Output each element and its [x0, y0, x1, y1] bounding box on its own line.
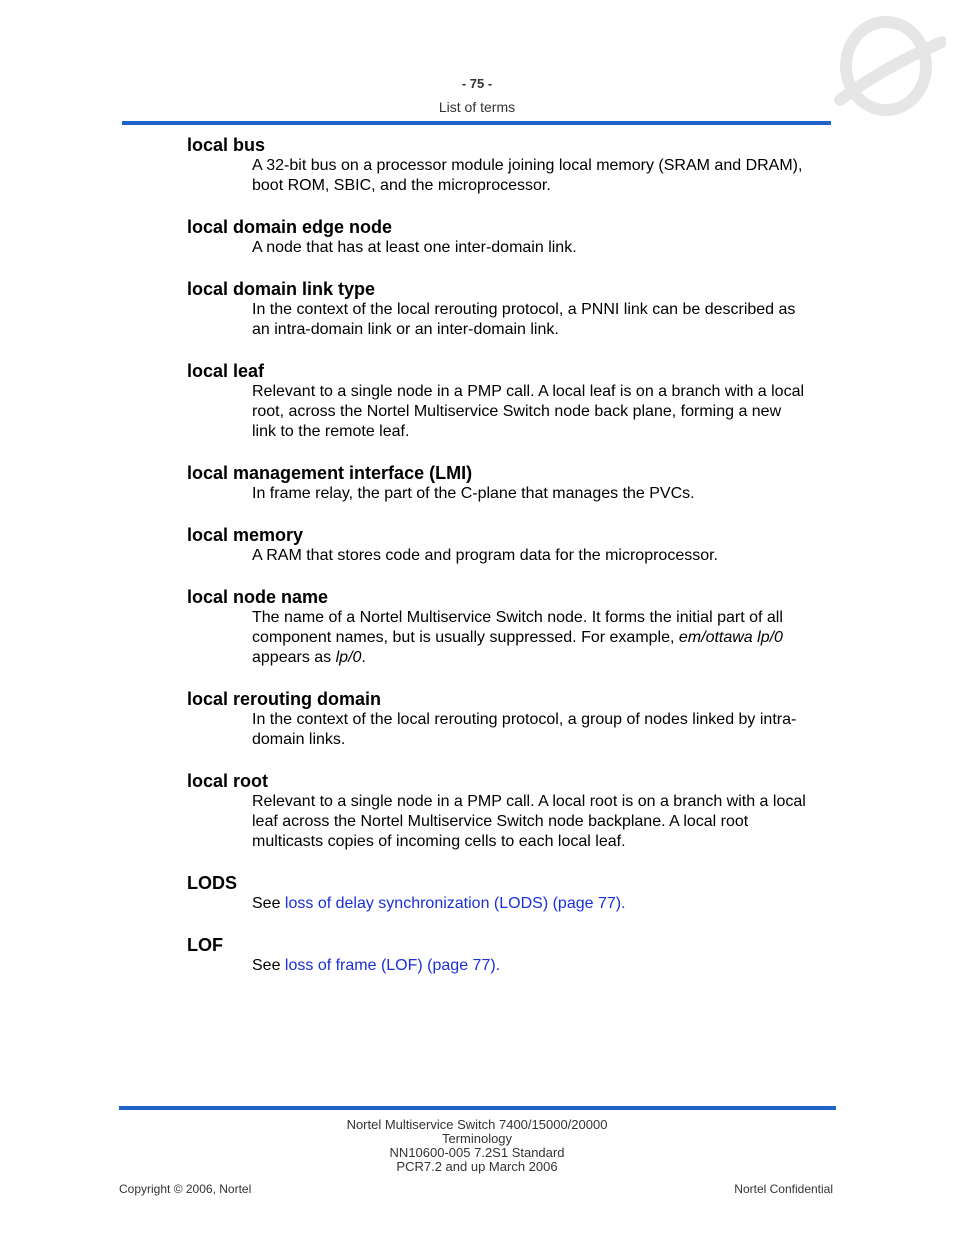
definition: Relevant to a single node in a PMP call. A local leaf is on a branch with a local root, across the Nortel Multiservice Switch node back plane, forming a new link to the remote leaf. [252, 383, 805, 440]
glossary-content [187, 134, 837, 996]
definition: A RAM that stores code and program data for the microprocessor. [252, 547, 718, 564]
term: local domain edge node [187, 217, 393, 237]
definition: See loss of frame (LOF) (page 77). [252, 957, 501, 974]
term: local rerouting domain [187, 689, 382, 709]
entry-local-domain-link-type [187, 278, 837, 340]
definition: A 32-bit bus on a processor module joining local memory (SRAM and DRAM), boot ROM, SBIC, and the microprocessor. [252, 157, 803, 194]
definition: In the context of the local rerouting protocol, a group of nodes linked by intra- domain links. [252, 711, 797, 748]
entry-lods [187, 872, 837, 914]
term: local domain link type [187, 279, 376, 299]
definition: Relevant to a single node in a PMP call. A local root is on a branch with a local leaf across the Nortel Multiservice Switch node backplane. A local root multicasts copies of incoming cells to each local leaf. [252, 793, 806, 850]
entry-local-bus [187, 134, 837, 196]
footer-product: Nortel Multiservice Switch 7400/15000/20000 [346, 1117, 608, 1132]
term: local bus [187, 135, 266, 155]
term: local leaf [187, 361, 265, 381]
term: local node name [187, 587, 329, 607]
page-number: - 75 - [461, 76, 493, 91]
footer-release: PCR7.2 and up March 2006 [396, 1159, 558, 1174]
entry-local-rerouting-domain [187, 688, 837, 750]
definition: See loss of delay synchronization (LODS) (page 77). [252, 895, 626, 912]
header-rule [122, 121, 831, 125]
footer-doc-number: NN10600-005 7.2S1 Standard [389, 1145, 565, 1160]
footer-doc-title: Terminology [441, 1131, 513, 1146]
link-lof[interactable]: loss of frame (LOF) (page 77). [284, 957, 501, 974]
term: local management interface (LMI) [187, 463, 473, 483]
footer-rule [119, 1106, 836, 1110]
entry-local-memory [187, 524, 837, 566]
term: local root [187, 771, 269, 791]
term: LODS [187, 873, 238, 893]
definition: In the context of the local rerouting protocol, a PNNI link can be described as an intra-domain link or an inter-domain link. [252, 301, 796, 338]
entry-local-root [187, 770, 837, 852]
definition: A node that has at least one inter-domain link. [252, 239, 577, 256]
term: local memory [187, 525, 304, 545]
term: LOF [187, 935, 223, 955]
entry-local-leaf [187, 360, 837, 442]
entry-local-node-name [187, 586, 837, 668]
footer-confidential: Nortel Confidential [734, 1182, 833, 1196]
entry-lof [187, 934, 837, 976]
footer-copyright: Copyright © 2006, Nortel [119, 1182, 252, 1196]
entry-local-domain-edge-node [187, 216, 837, 258]
definition: The name of a Nortel Multiservice Switch node. It forms the initial part of all component names, but is usually suppressed. For example, em/ottawa lp/0 appears as lp/0. [252, 609, 783, 666]
link-lods[interactable]: loss of delay synchronization (LODS) (page 77). [284, 895, 626, 912]
section-title: List of terms [438, 99, 516, 115]
definition: In frame relay, the part of the C-plane that manages the PVCs. [252, 485, 695, 502]
entry-lmi [187, 462, 837, 504]
